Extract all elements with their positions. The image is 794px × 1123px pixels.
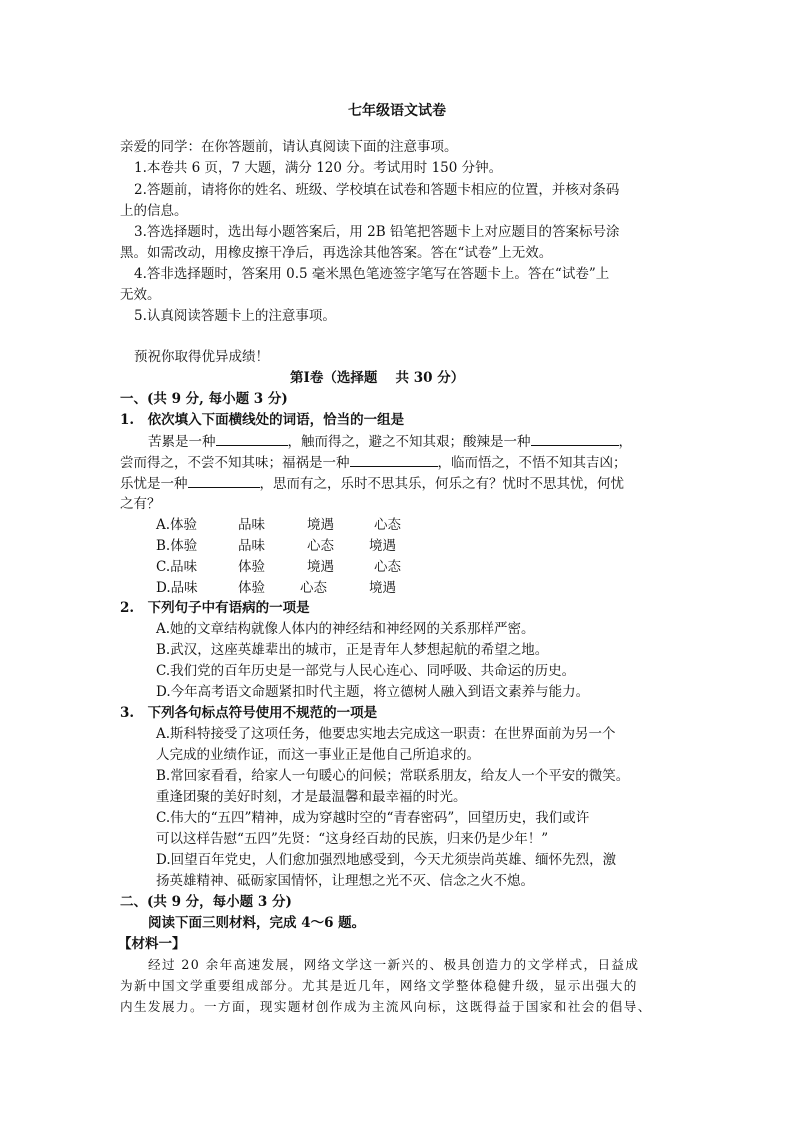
q1-option-a-3: 境遇 <box>307 517 334 533</box>
exam-title: 七年级语文试卷 <box>348 103 446 119</box>
section1-heading: 一、(共 9 分, 每小题 3 分) <box>120 391 288 407</box>
q2-option-d: D.今年高考语文命题紧扣时代主题，将立德树人融入到语文素养与能力。 <box>156 684 590 700</box>
q1-option-c-1: C.品味 <box>156 559 198 575</box>
q1-text: ， <box>618 434 632 450</box>
q3-option-a-line1: A.斯科特接受了这项任务，他要忠实地去完成这一职责：在世界面前为另一个 <box>156 726 616 742</box>
answer-blank <box>216 431 288 446</box>
q1-option-d-2: 体验 <box>238 580 265 596</box>
q1-option-c-2: 体验 <box>238 559 265 575</box>
answer-blank <box>188 473 260 488</box>
q1-line2 <box>120 452 627 473</box>
q1-option-c-4: 心态 <box>374 559 401 575</box>
material1-line3: 内生发展力。一方面，现实题材创作成为主流风向标，这既得益于国家和社会的倡导、 <box>120 999 652 1014</box>
notice-4a: 4.答非选择题时，答案用 0.5 毫米黑色笔迹签字笔写在答题卡上。答在“试卷”上 <box>134 266 610 282</box>
q1-option-a-4: 心态 <box>374 517 401 533</box>
material1-label: 【材料一】 <box>118 936 186 952</box>
notice-2a: 2.答题前，请将你的姓名、班级、学校填在试卷和答题卡相应的位置，并核对条码 <box>134 182 620 198</box>
material1-line1: 经过 20 余年高速发展，网络文学这一新兴的、极具创造力的文学样式，日益成 <box>148 957 640 972</box>
q3-option-c-line1: C.伟大的“五四”精神，成为穿越时空的“青春密码”，回望历史，我们或许 <box>156 810 590 826</box>
q1-option-b-2: 品味 <box>238 538 265 554</box>
q1-option-a-2: 品味 <box>238 517 265 533</box>
notice-3a: 3.答选择题时，选出每小题答案后，用 2B 铅笔把答题卡上对应题目的答案标号涂 <box>134 224 620 240</box>
notice-2b: 上的信息。 <box>120 203 188 219</box>
answer-blank <box>531 431 619 446</box>
answer-blank <box>350 452 438 467</box>
wish-text: 预祝你取得优异成绩！ <box>134 349 269 365</box>
q3-option-d-line1: D.回望百年党史，人们愈加强烈地感受到，今天尤须崇尚英雄、缅怀先烈，激 <box>156 852 617 868</box>
q1-option-a-1: A.体验 <box>156 517 198 533</box>
q1-option-b-4: 境遇 <box>369 538 396 554</box>
q3-option-b-line1: B.常回家看看，给家人一句暖心的问候；常联系朋友，给友人一个平安的微笑。 <box>156 768 630 784</box>
notice-3b: 黑。如需改动，用橡皮擦干净后，再选涂其他答案。答在“试卷”上无效。 <box>120 245 553 261</box>
q1-text: ，临而悟之，不悟不知其吉凶； <box>437 455 627 471</box>
q2-option-a: A.她的文章结构就像人体内的神经结和神经网的关系那样严密。 <box>156 621 535 637</box>
q1-stem: 1. 依次填入下面横线处的词语，恰当的一组是 <box>120 412 405 428</box>
q1-text: 苦累是一种 <box>148 434 216 450</box>
q2-stem: 2. 下列句子中有语病的一项是 <box>120 600 310 616</box>
q3-option-c-line2: 可以这样告慰“五四”先贤：“这身经百劫的民族，归来仍是少年！” <box>156 831 549 847</box>
intro-greeting: 亲爱的同学：在你答题前，请认真阅读下面的注意事项。 <box>120 139 458 155</box>
q1-option-d-4: 境遇 <box>369 580 396 596</box>
q1-option-b-1: B.体验 <box>156 538 198 554</box>
q3-option-a-line2: 人完成的业绩作证，而这一事业正是他自己所追求的。 <box>156 747 480 763</box>
q1-text: ，触而得之，避之不知其艰；酸辣是一种 <box>287 434 531 450</box>
q2-option-c: C.我们党的百年历史是一部党与人民心连心、同呼吸、共命运的历史。 <box>156 663 576 679</box>
q3-stem: 3. 下列各句标点符号使用不规范的一项是 <box>120 705 378 721</box>
q2-option-b: B.武汉，这座英雄辈出的城市，正是青年人梦想起航的希望之地。 <box>156 642 549 658</box>
reading-instruction: 阅读下面三则材料，完成 4～6 题。 <box>148 915 366 931</box>
q3-option-d-line2: 扬英雄精神、砥砺家国情怀，让理想之光不灭、信念之火不熄。 <box>156 873 534 889</box>
q1-line3 <box>120 473 624 494</box>
notice-1: 1.本卷共 6 页，7 大题，满分 120 分。考试用时 150 分钟。 <box>134 160 503 176</box>
part1-heading: 第Ⅰ卷（选择题 共 30 分） <box>290 370 465 386</box>
notice-4b: 无效。 <box>120 287 161 303</box>
notice-5: 5.认真阅读答题卡上的注意事项。 <box>134 308 336 324</box>
q1-line4: 之有？ <box>120 496 161 512</box>
material1-line2: 为新中国文学重要组成部分。尤其是近几年，网络文学整体稳健升级，显示出强大的 <box>120 978 638 993</box>
q1-text: 乐忧是一种 <box>120 476 188 492</box>
q1-text: 尝而得之，不尝不知其味；福祸是一种 <box>120 455 350 471</box>
q1-option-d-3: 心态 <box>300 580 327 596</box>
q1-option-b-3: 心态 <box>307 538 334 554</box>
q1-line1 <box>148 431 632 452</box>
q1-option-c-3: 境遇 <box>307 559 334 575</box>
section2-heading: 二、(共 9 分，每小题 3 分) <box>120 894 292 910</box>
q3-option-b-line2: 重逢团聚的美好时刻，才是最温馨和最幸福的时光。 <box>156 789 467 805</box>
q1-option-d-1: D.品味 <box>156 580 198 596</box>
q1-text: ，思而有之，乐时不思其乐，何乐之有？忧时不思其忧，何忧 <box>259 476 624 492</box>
